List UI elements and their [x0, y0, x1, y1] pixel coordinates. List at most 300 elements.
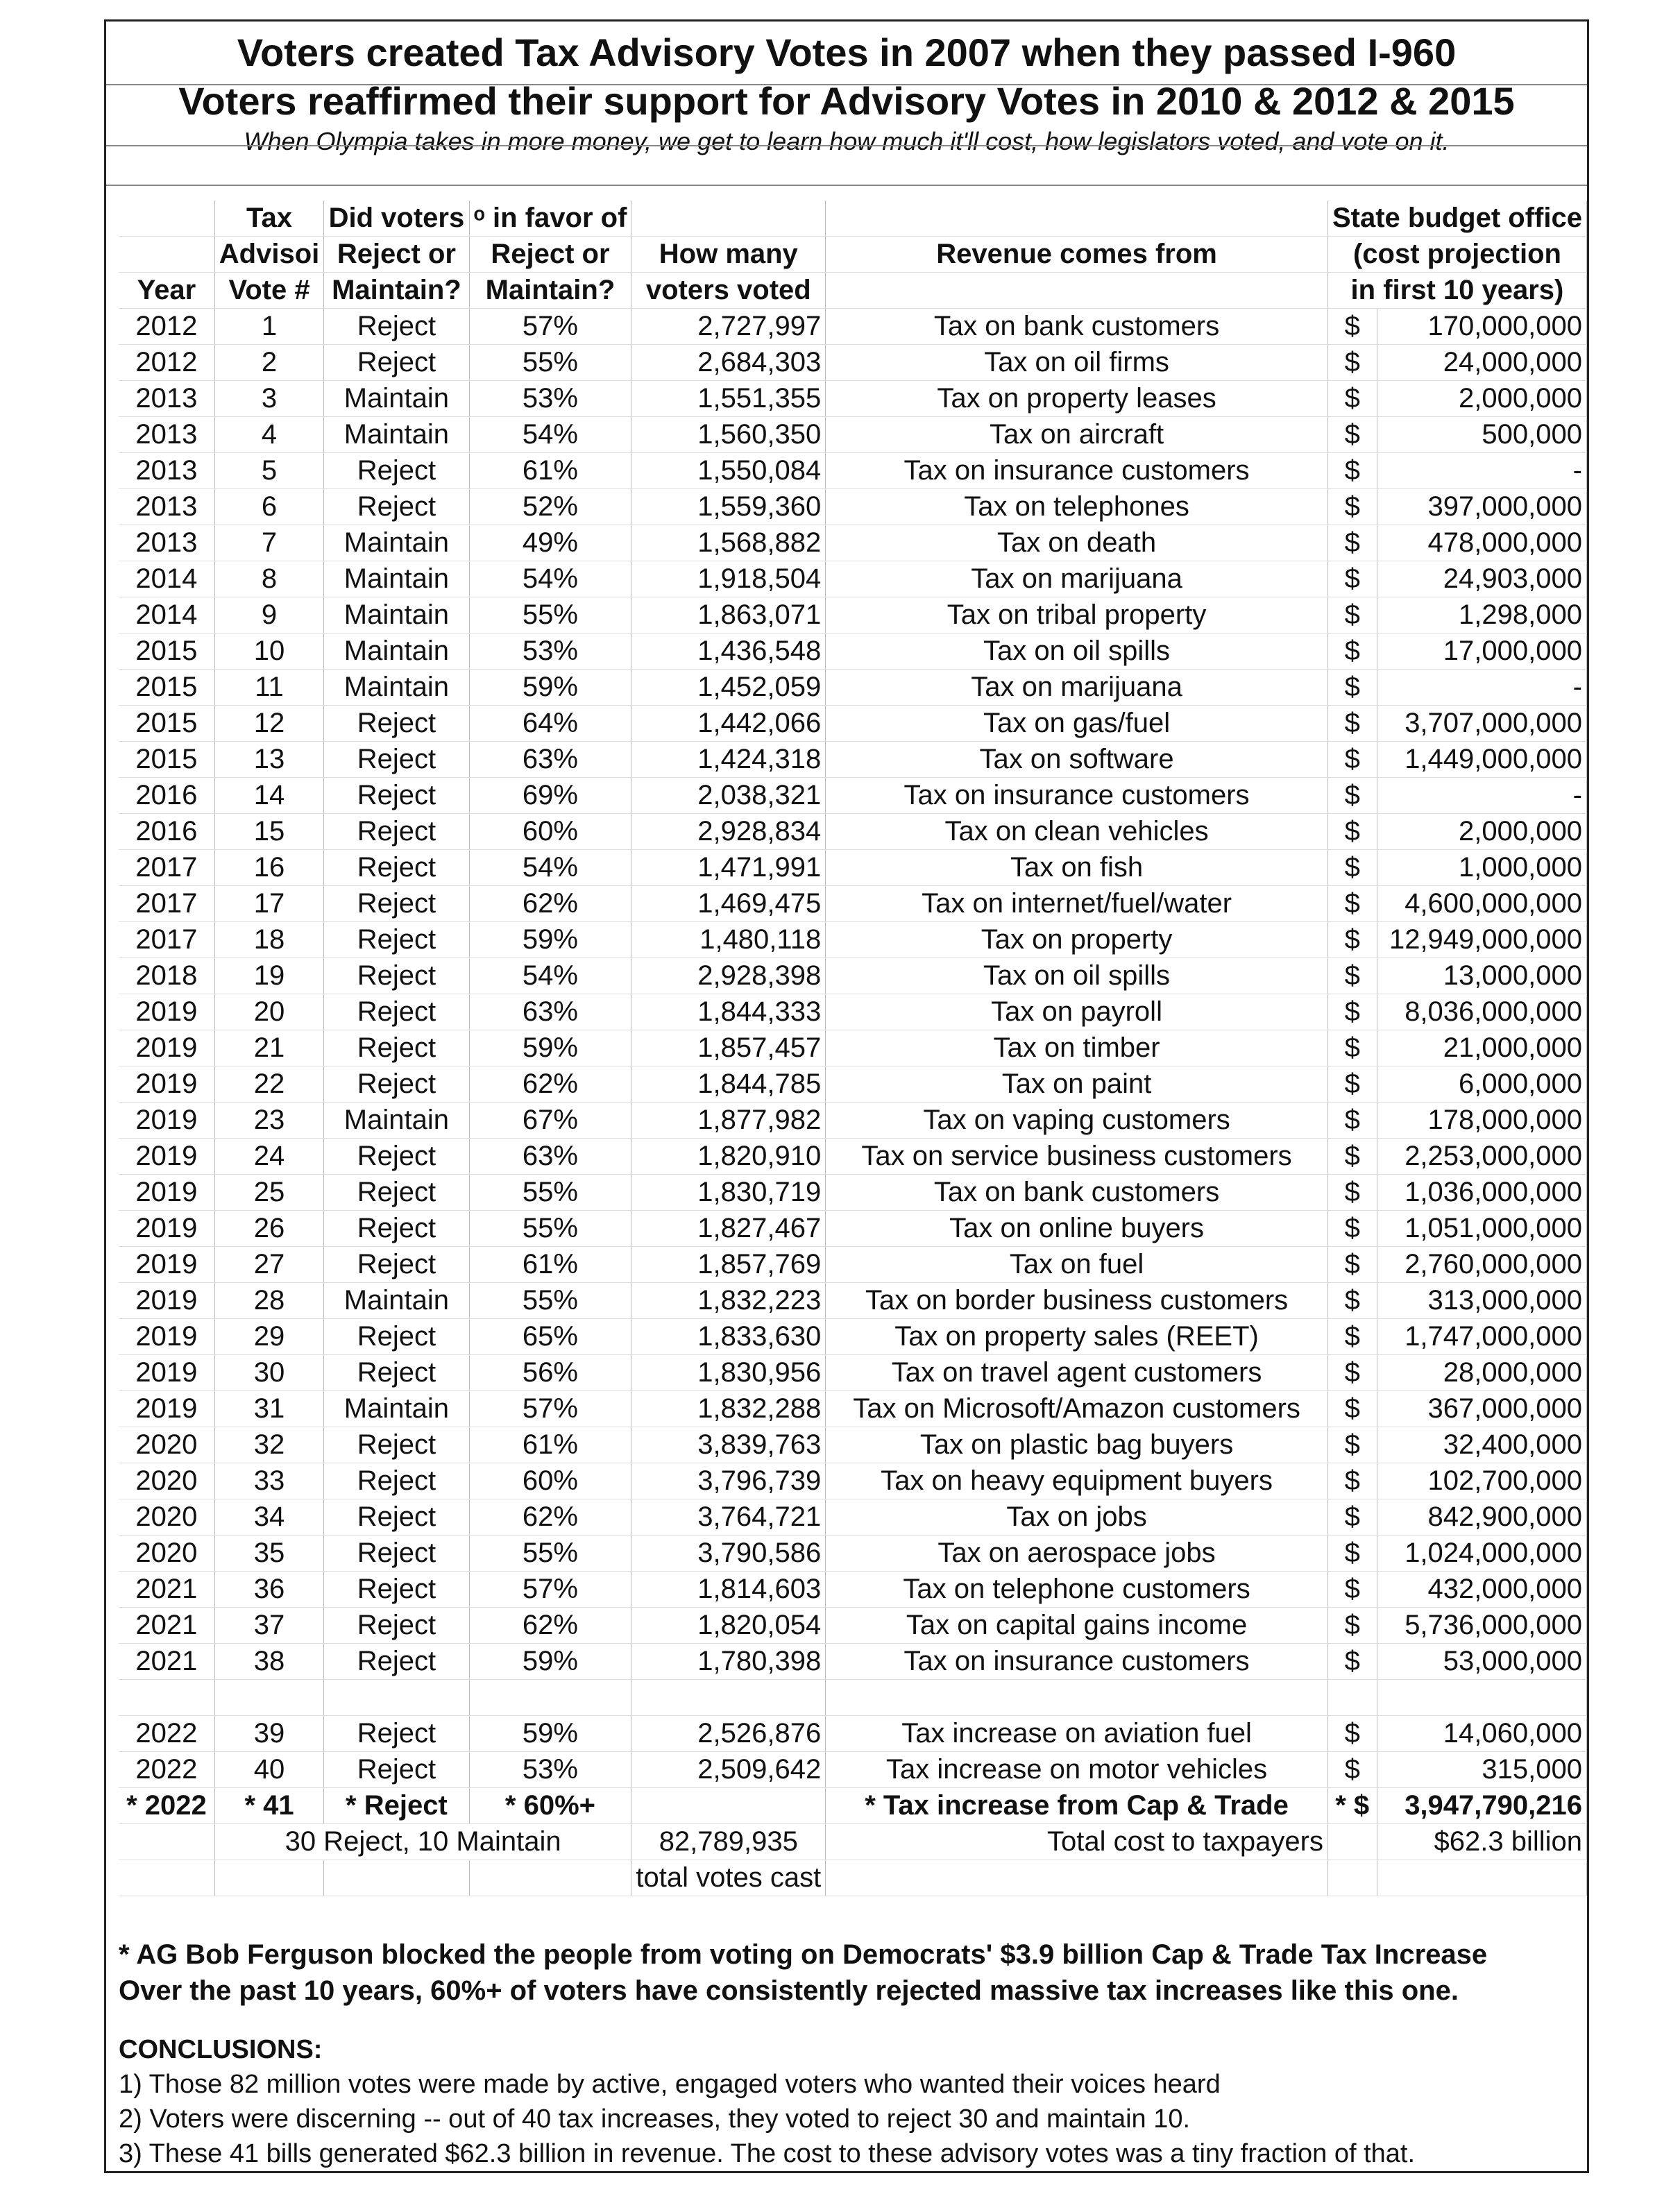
- revenue-source-cell: Tax on marijuana: [826, 561, 1328, 597]
- table-row: [119, 309, 1587, 345]
- voters-voted-cell: 2,526,876: [631, 1716, 826, 1752]
- table-row: [119, 633, 1587, 670]
- header-how-many: How many: [631, 237, 826, 273]
- conclusion-item: 2) Voters were discerning -- out of 40 tax increases, they voted to reject 30 and maintain 10.: [119, 2104, 1191, 2134]
- table-row: [119, 1608, 1587, 1644]
- percent-cell: 54%: [469, 958, 631, 994]
- header-pct-in-favor: ᵒ in favor of: [469, 201, 631, 237]
- year-cell: 2019: [119, 1319, 214, 1355]
- result-cell: Reject: [324, 1716, 469, 1752]
- dollar-sign-cell: $: [1327, 1572, 1377, 1608]
- voters-voted-cell: 2,928,834: [631, 814, 826, 850]
- percent-cell: 55%: [469, 597, 631, 633]
- vote-number-cell: 17: [214, 886, 323, 922]
- dollar-sign-cell: $: [1327, 922, 1377, 958]
- vote-number-cell: 39: [214, 1716, 323, 1752]
- percent-cell: 59%: [469, 1030, 631, 1066]
- footnote: [119, 1937, 1487, 2009]
- voters-voted-cell: 1,442,066: [631, 706, 826, 742]
- result-cell: Reject: [324, 1211, 469, 1247]
- dollar-sign-cell: $: [1327, 1355, 1377, 1391]
- cost-projection-cell: 2,000,000: [1377, 381, 1587, 417]
- voters-voted-cell: 3,790,586: [631, 1536, 826, 1572]
- conclusions-heading: CONCLUSIONS:: [119, 2035, 323, 2064]
- result-cell: Reject: [324, 706, 469, 742]
- spacer-row: [119, 1680, 1587, 1716]
- year-cell: 2021: [119, 1572, 214, 1608]
- vote-number-cell: 23: [214, 1103, 323, 1139]
- percent-cell: 59%: [469, 1644, 631, 1680]
- revenue-source-cell: Tax on tribal property: [826, 597, 1328, 633]
- voters-voted-cell: 1,550,084: [631, 453, 826, 489]
- percent-cell: 59%: [469, 922, 631, 958]
- vote-number-cell: 32: [214, 1427, 323, 1463]
- result-cell: Reject: [324, 1247, 469, 1283]
- year-cell: 2019: [119, 1211, 214, 1247]
- percent-cell: 69%: [469, 778, 631, 814]
- vote-number-cell: 26: [214, 1211, 323, 1247]
- divider: [106, 84, 1587, 85]
- voters-voted-cell: 2,509,642: [631, 1752, 826, 1788]
- revenue-source-cell: Tax on insurance customers: [826, 778, 1328, 814]
- vote-number-cell: 22: [214, 1066, 323, 1103]
- result-cell: Maintain: [324, 633, 469, 670]
- percent-cell: 52%: [469, 489, 631, 525]
- dollar-sign-cell: $: [1327, 1211, 1377, 1247]
- totals-row: [119, 1824, 1587, 1860]
- year-cell: 2012: [119, 309, 214, 345]
- vote-number-cell: 12: [214, 706, 323, 742]
- cost-projection-cell: 1,024,000,000: [1377, 1536, 1587, 1572]
- voters-voted-cell: 1,480,118: [631, 922, 826, 958]
- cost-projection-cell: 28,000,000: [1377, 1355, 1587, 1391]
- result-cell: Reject: [324, 309, 469, 345]
- year-cell: 2019: [119, 1283, 214, 1319]
- year-cell: * 2022: [119, 1788, 214, 1824]
- percent-cell: 55%: [469, 345, 631, 381]
- vote-number-cell: 3: [214, 381, 323, 417]
- voters-voted-cell: 1,827,467: [631, 1211, 826, 1247]
- total-cost-label: Total cost to taxpayers: [826, 1824, 1328, 1860]
- result-cell: Maintain: [324, 1283, 469, 1319]
- year-cell: 2019: [119, 1391, 214, 1427]
- header-first-10-years: in first 10 years): [1327, 273, 1586, 309]
- table-row: [119, 1716, 1587, 1752]
- cost-projection-cell: 24,000,000: [1377, 345, 1587, 381]
- result-cell: Maintain: [324, 417, 469, 453]
- percent-cell: 61%: [469, 1247, 631, 1283]
- result-cell: Reject: [324, 1139, 469, 1175]
- result-cell: Reject: [324, 742, 469, 778]
- cost-projection-cell: 842,900,000: [1377, 1499, 1587, 1536]
- cost-projection-cell: 315,000: [1377, 1752, 1587, 1788]
- cost-projection-cell: 21,000,000: [1377, 1030, 1587, 1066]
- voters-voted-cell: 1,832,223: [631, 1283, 826, 1319]
- cost-projection-cell: 5,736,000,000: [1377, 1608, 1587, 1644]
- percent-cell: 63%: [469, 1139, 631, 1175]
- voters-voted-cell: 1,844,333: [631, 994, 826, 1030]
- percent-cell: 57%: [469, 1391, 631, 1427]
- dollar-sign-cell: * $: [1327, 1788, 1377, 1824]
- revenue-source-cell: Tax on service business customers: [826, 1139, 1328, 1175]
- dollar-sign-cell: $: [1327, 886, 1377, 922]
- percent-cell: 60%: [469, 1463, 631, 1499]
- vote-number-cell: 34: [214, 1499, 323, 1536]
- voters-voted-cell: 1,830,719: [631, 1175, 826, 1211]
- cost-projection-cell: 1,000,000: [1377, 850, 1587, 886]
- dollar-sign-cell: $: [1327, 1247, 1377, 1283]
- footnote-line-1: * AG Bob Ferguson blocked the people from voting on Democrats' $3.9 billion Cap & Trade Tax Increase: [119, 1939, 1488, 1970]
- year-cell: 2015: [119, 742, 214, 778]
- revenue-source-cell: Tax on jobs: [826, 1499, 1328, 1536]
- revenue-source-cell: Tax on bank customers: [826, 309, 1328, 345]
- year-cell: 2013: [119, 489, 214, 525]
- vote-number-cell: 21: [214, 1030, 323, 1066]
- year-cell: 2015: [119, 670, 214, 706]
- vote-number-cell: 18: [214, 922, 323, 958]
- header-vote-number: Vote #: [214, 273, 323, 309]
- cost-projection-cell: 102,700,000: [1377, 1463, 1587, 1499]
- result-cell: Reject: [324, 1319, 469, 1355]
- header-tax: Tax: [214, 201, 323, 237]
- dollar-sign-cell: $: [1327, 417, 1377, 453]
- table-row: [119, 1499, 1587, 1536]
- cost-projection-cell: -: [1377, 778, 1587, 814]
- table-row: [119, 706, 1587, 742]
- dollar-sign-cell: $: [1327, 381, 1377, 417]
- vote-number-cell: 24: [214, 1139, 323, 1175]
- year-cell: 2019: [119, 1355, 214, 1391]
- voters-voted-cell: 1,833,630: [631, 1319, 826, 1355]
- voters-voted-cell: 3,764,721: [631, 1499, 826, 1536]
- revenue-source-cell: Tax on oil spills: [826, 633, 1328, 670]
- voters-voted-cell: 1,820,910: [631, 1139, 826, 1175]
- revenue-source-cell: Tax on oil spills: [826, 958, 1328, 994]
- cost-projection-cell: 1,298,000: [1377, 597, 1587, 633]
- percent-cell: 62%: [469, 1066, 631, 1103]
- table-row: [119, 1427, 1587, 1463]
- revenue-source-cell: Tax on timber: [826, 1030, 1328, 1066]
- revenue-source-cell: Tax on heavy equipment buyers: [826, 1463, 1328, 1499]
- voters-voted-cell: 1,780,398: [631, 1644, 826, 1680]
- result-cell: Maintain: [324, 1391, 469, 1427]
- vote-number-cell: 38: [214, 1644, 323, 1680]
- vote-number-cell: 31: [214, 1391, 323, 1427]
- voters-voted-cell: 2,727,997: [631, 309, 826, 345]
- divider: [106, 185, 1587, 186]
- percent-cell: 61%: [469, 1427, 631, 1463]
- year-cell: 2017: [119, 886, 214, 922]
- year-cell: 2012: [119, 345, 214, 381]
- dollar-sign-cell: $: [1327, 1391, 1377, 1427]
- year-cell: 2020: [119, 1536, 214, 1572]
- revenue-source-cell: Tax on gas/fuel: [826, 706, 1328, 742]
- revenue-source-cell: Tax on property: [826, 922, 1328, 958]
- vote-number-cell: 9: [214, 597, 323, 633]
- revenue-source-cell: Tax on software: [826, 742, 1328, 778]
- voters-voted-cell: 1,469,475: [631, 886, 826, 922]
- table-row: [119, 381, 1587, 417]
- dollar-sign-cell: $: [1327, 453, 1377, 489]
- header-did-voters: Did voters: [324, 201, 469, 237]
- percent-cell: 61%: [469, 453, 631, 489]
- year-cell: 2021: [119, 1608, 214, 1644]
- vote-number-cell: 13: [214, 742, 323, 778]
- table-row: [119, 814, 1587, 850]
- table-row: [119, 1391, 1587, 1427]
- totals-label-row: [119, 1860, 1587, 1896]
- cost-projection-cell: 170,000,000: [1377, 309, 1587, 345]
- cost-projection-cell: 17,000,000: [1377, 633, 1587, 670]
- year-cell: 2022: [119, 1716, 214, 1752]
- header-budget-office: State budget office: [1327, 201, 1586, 237]
- dollar-sign-cell: $: [1327, 1175, 1377, 1211]
- percent-cell: 54%: [469, 417, 631, 453]
- year-cell: 2013: [119, 417, 214, 453]
- dollar-sign-cell: $: [1327, 958, 1377, 994]
- dollar-sign-cell: $: [1327, 525, 1377, 561]
- percent-cell: 62%: [469, 1608, 631, 1644]
- dollar-sign-cell: $: [1327, 1716, 1377, 1752]
- dollar-sign-cell: $: [1327, 1499, 1377, 1536]
- revenue-source-cell: Tax on property sales (REET): [826, 1319, 1328, 1355]
- percent-cell: 55%: [469, 1211, 631, 1247]
- result-cell: Reject: [324, 1463, 469, 1499]
- revenue-source-cell: Tax increase on motor vehicles: [826, 1752, 1328, 1788]
- result-cell: Reject: [324, 886, 469, 922]
- year-cell: 2019: [119, 1066, 214, 1103]
- voters-voted-cell: 1,436,548: [631, 633, 826, 670]
- total-cost: $62.3 billion: [1377, 1824, 1587, 1860]
- vote-number-cell: 37: [214, 1608, 323, 1644]
- table-row: [119, 597, 1587, 633]
- revenue-source-cell: Tax on vaping customers: [826, 1103, 1328, 1139]
- dollar-sign-cell: $: [1327, 345, 1377, 381]
- dollar-sign-cell: $: [1327, 309, 1377, 345]
- vote-number-cell: 10: [214, 633, 323, 670]
- year-cell: 2019: [119, 1175, 214, 1211]
- table-row: [119, 1644, 1587, 1680]
- header-pct-reject-or: Reject or: [469, 237, 631, 273]
- cost-projection-cell: 432,000,000: [1377, 1572, 1587, 1608]
- table-row: [119, 778, 1587, 814]
- result-summary: 30 Reject, 10 Maintain: [214, 1824, 631, 1860]
- conclusion-item: 3) These 41 bills generated $62.3 billion in revenue. The cost to these advisory votes was a tiny fraction of that.: [119, 2139, 1416, 2168]
- cost-projection-cell: 14,060,000: [1377, 1716, 1587, 1752]
- percent-cell: 54%: [469, 850, 631, 886]
- revenue-source-cell: Tax on border business customers: [826, 1283, 1328, 1319]
- revenue-source-cell: Tax on bank customers: [826, 1175, 1328, 1211]
- result-cell: Maintain: [324, 525, 469, 561]
- dollar-sign-cell: $: [1327, 1103, 1377, 1139]
- dollar-sign-cell: $: [1327, 1427, 1377, 1463]
- revenue-source-cell: Tax on payroll: [826, 994, 1328, 1030]
- percent-cell: 63%: [469, 994, 631, 1030]
- header-maintain: Maintain?: [324, 273, 469, 309]
- percent-cell: 67%: [469, 1103, 631, 1139]
- result-cell: Reject: [324, 1644, 469, 1680]
- header-row-1: [119, 201, 1587, 237]
- year-cell: 2019: [119, 1247, 214, 1283]
- result-cell: Reject: [324, 1608, 469, 1644]
- cap-and-trade-row: [119, 1788, 1587, 1824]
- table-row: [119, 561, 1587, 597]
- revenue-source-cell: Tax on plastic bag buyers: [826, 1427, 1328, 1463]
- voters-voted-cell: 1,568,882: [631, 525, 826, 561]
- revenue-source-cell: Tax on marijuana: [826, 670, 1328, 706]
- voters-voted-cell: 3,796,739: [631, 1463, 826, 1499]
- result-cell: Reject: [324, 1175, 469, 1211]
- year-cell: 2016: [119, 814, 214, 850]
- year-cell: 2017: [119, 850, 214, 886]
- vote-number-cell: 40: [214, 1752, 323, 1788]
- dollar-sign-cell: $: [1327, 1066, 1377, 1103]
- dollar-sign-cell: $: [1327, 597, 1377, 633]
- percent-cell: 55%: [469, 1536, 631, 1572]
- revenue-source-cell: Tax on telephones: [826, 489, 1328, 525]
- dollar-sign-cell: $: [1327, 1752, 1377, 1788]
- cost-projection-cell: 12,949,000,000: [1377, 922, 1587, 958]
- conclusions: [119, 2032, 1415, 2171]
- percent-cell: 53%: [469, 1752, 631, 1788]
- voters-voted-cell: [631, 1788, 826, 1824]
- voters-voted-cell: 1,844,785: [631, 1066, 826, 1103]
- voters-voted-cell: 1,857,457: [631, 1030, 826, 1066]
- table-row: [119, 453, 1587, 489]
- result-cell: Reject: [324, 489, 469, 525]
- revenue-source-cell: Tax on paint: [826, 1066, 1328, 1103]
- revenue-source-cell: Tax on aircraft: [826, 417, 1328, 453]
- revenue-source-cell: Tax on property leases: [826, 381, 1328, 417]
- percent-cell: 57%: [469, 309, 631, 345]
- year-cell: 2013: [119, 381, 214, 417]
- vote-number-cell: 25: [214, 1175, 323, 1211]
- header-cost-projection: (cost projection: [1327, 237, 1586, 273]
- table-row: [119, 1103, 1587, 1139]
- dollar-sign-cell: $: [1327, 814, 1377, 850]
- percent-cell: 49%: [469, 525, 631, 561]
- conclusion-item: 1) Those 82 million votes were made by active, engaged voters who wanted their voices heard: [119, 2070, 1221, 2099]
- cost-projection-cell: 4,600,000,000: [1377, 886, 1587, 922]
- table-row: [119, 1211, 1587, 1247]
- percent-cell: 55%: [469, 1283, 631, 1319]
- vote-number-cell: 20: [214, 994, 323, 1030]
- dollar-sign-cell: $: [1327, 633, 1377, 670]
- revenue-source-cell: Tax on internet/fuel/water: [826, 886, 1328, 922]
- year-cell: 2014: [119, 561, 214, 597]
- vote-number-cell: 5: [214, 453, 323, 489]
- cost-projection-cell: 178,000,000: [1377, 1103, 1587, 1139]
- table-row: [119, 742, 1587, 778]
- voters-voted-cell: 1,863,071: [631, 597, 826, 633]
- result-cell: Reject: [324, 453, 469, 489]
- revenue-source-cell: Tax on Microsoft/Amazon customers: [826, 1391, 1328, 1427]
- voters-voted-cell: 1,832,288: [631, 1391, 826, 1427]
- cost-projection-cell: 478,000,000: [1377, 525, 1587, 561]
- vote-number-cell: 19: [214, 958, 323, 994]
- table-row: [119, 525, 1587, 561]
- cost-projection-cell: 1,051,000,000: [1377, 1211, 1587, 1247]
- revenue-source-cell: Tax on insurance customers: [826, 1644, 1328, 1680]
- divider: [106, 145, 1587, 146]
- revenue-source-cell: Tax increase on aviation fuel: [826, 1716, 1328, 1752]
- voters-voted-cell: 1,471,991: [631, 850, 826, 886]
- table-row: [119, 994, 1587, 1030]
- header-advisory: Advisoi: [214, 237, 323, 273]
- cost-projection-cell: 2,760,000,000: [1377, 1247, 1587, 1283]
- dollar-sign-cell: $: [1327, 1608, 1377, 1644]
- revenue-source-cell: Tax on online buyers: [826, 1211, 1328, 1247]
- cost-projection-cell: 8,036,000,000: [1377, 994, 1587, 1030]
- vote-number-cell: 7: [214, 525, 323, 561]
- result-cell: Reject: [324, 1066, 469, 1103]
- table-row: [119, 850, 1587, 886]
- result-cell: Reject: [324, 850, 469, 886]
- revenue-source-cell: Tax on telephone customers: [826, 1572, 1328, 1608]
- voters-voted-cell: 2,038,321: [631, 778, 826, 814]
- vote-number-cell: * 41: [214, 1788, 323, 1824]
- cost-projection-cell: 500,000: [1377, 417, 1587, 453]
- voters-voted-cell: 1,559,360: [631, 489, 826, 525]
- voters-voted-cell: 1,551,355: [631, 381, 826, 417]
- percent-cell: 55%: [469, 1175, 631, 1211]
- year-cell: 2017: [119, 922, 214, 958]
- result-cell: Reject: [324, 1536, 469, 1572]
- voters-voted-cell: 1,814,603: [631, 1572, 826, 1608]
- result-cell: Reject: [324, 1499, 469, 1536]
- percent-cell: 65%: [469, 1319, 631, 1355]
- voters-voted-cell: 1,424,318: [631, 742, 826, 778]
- result-cell: Reject: [324, 1355, 469, 1391]
- header-revenue: Revenue comes from: [826, 237, 1328, 273]
- dollar-sign-cell: $: [1327, 706, 1377, 742]
- vote-number-cell: 4: [214, 417, 323, 453]
- year-cell: 2019: [119, 1103, 214, 1139]
- dollar-sign-cell: $: [1327, 1644, 1377, 1680]
- cost-projection-cell: 13,000,000: [1377, 958, 1587, 994]
- result-cell: Reject: [324, 1572, 469, 1608]
- revenue-source-cell: * Tax increase from Cap & Trade: [826, 1788, 1328, 1824]
- table-row: [119, 1355, 1587, 1391]
- voters-voted-cell: 3,839,763: [631, 1427, 826, 1463]
- table-row: [119, 1536, 1587, 1572]
- vote-number-cell: 14: [214, 778, 323, 814]
- result-cell: Reject: [324, 994, 469, 1030]
- cost-projection-cell: 3,707,000,000: [1377, 706, 1587, 742]
- vote-number-cell: 35: [214, 1536, 323, 1572]
- revenue-source-cell: Tax on oil firms: [826, 345, 1328, 381]
- result-cell: Reject: [324, 922, 469, 958]
- dollar-sign-cell: $: [1327, 1536, 1377, 1572]
- cost-projection-cell: 313,000,000: [1377, 1283, 1587, 1319]
- voters-voted-cell: 1,877,982: [631, 1103, 826, 1139]
- percent-cell: 57%: [469, 1572, 631, 1608]
- vote-number-cell: 16: [214, 850, 323, 886]
- year-cell: 2019: [119, 1139, 214, 1175]
- voters-voted-cell: 1,830,956: [631, 1355, 826, 1391]
- percent-cell: 56%: [469, 1355, 631, 1391]
- cost-projection-cell: -: [1377, 670, 1587, 706]
- cost-projection-cell: 1,036,000,000: [1377, 1175, 1587, 1211]
- vote-number-cell: 6: [214, 489, 323, 525]
- table-row: [119, 345, 1587, 381]
- dollar-sign-cell: $: [1327, 1139, 1377, 1175]
- voters-voted-cell: 1,560,350: [631, 417, 826, 453]
- vote-number-cell: 27: [214, 1247, 323, 1283]
- dollar-sign-cell: $: [1327, 1030, 1377, 1066]
- result-cell: Maintain: [324, 381, 469, 417]
- result-cell: Maintain: [324, 670, 469, 706]
